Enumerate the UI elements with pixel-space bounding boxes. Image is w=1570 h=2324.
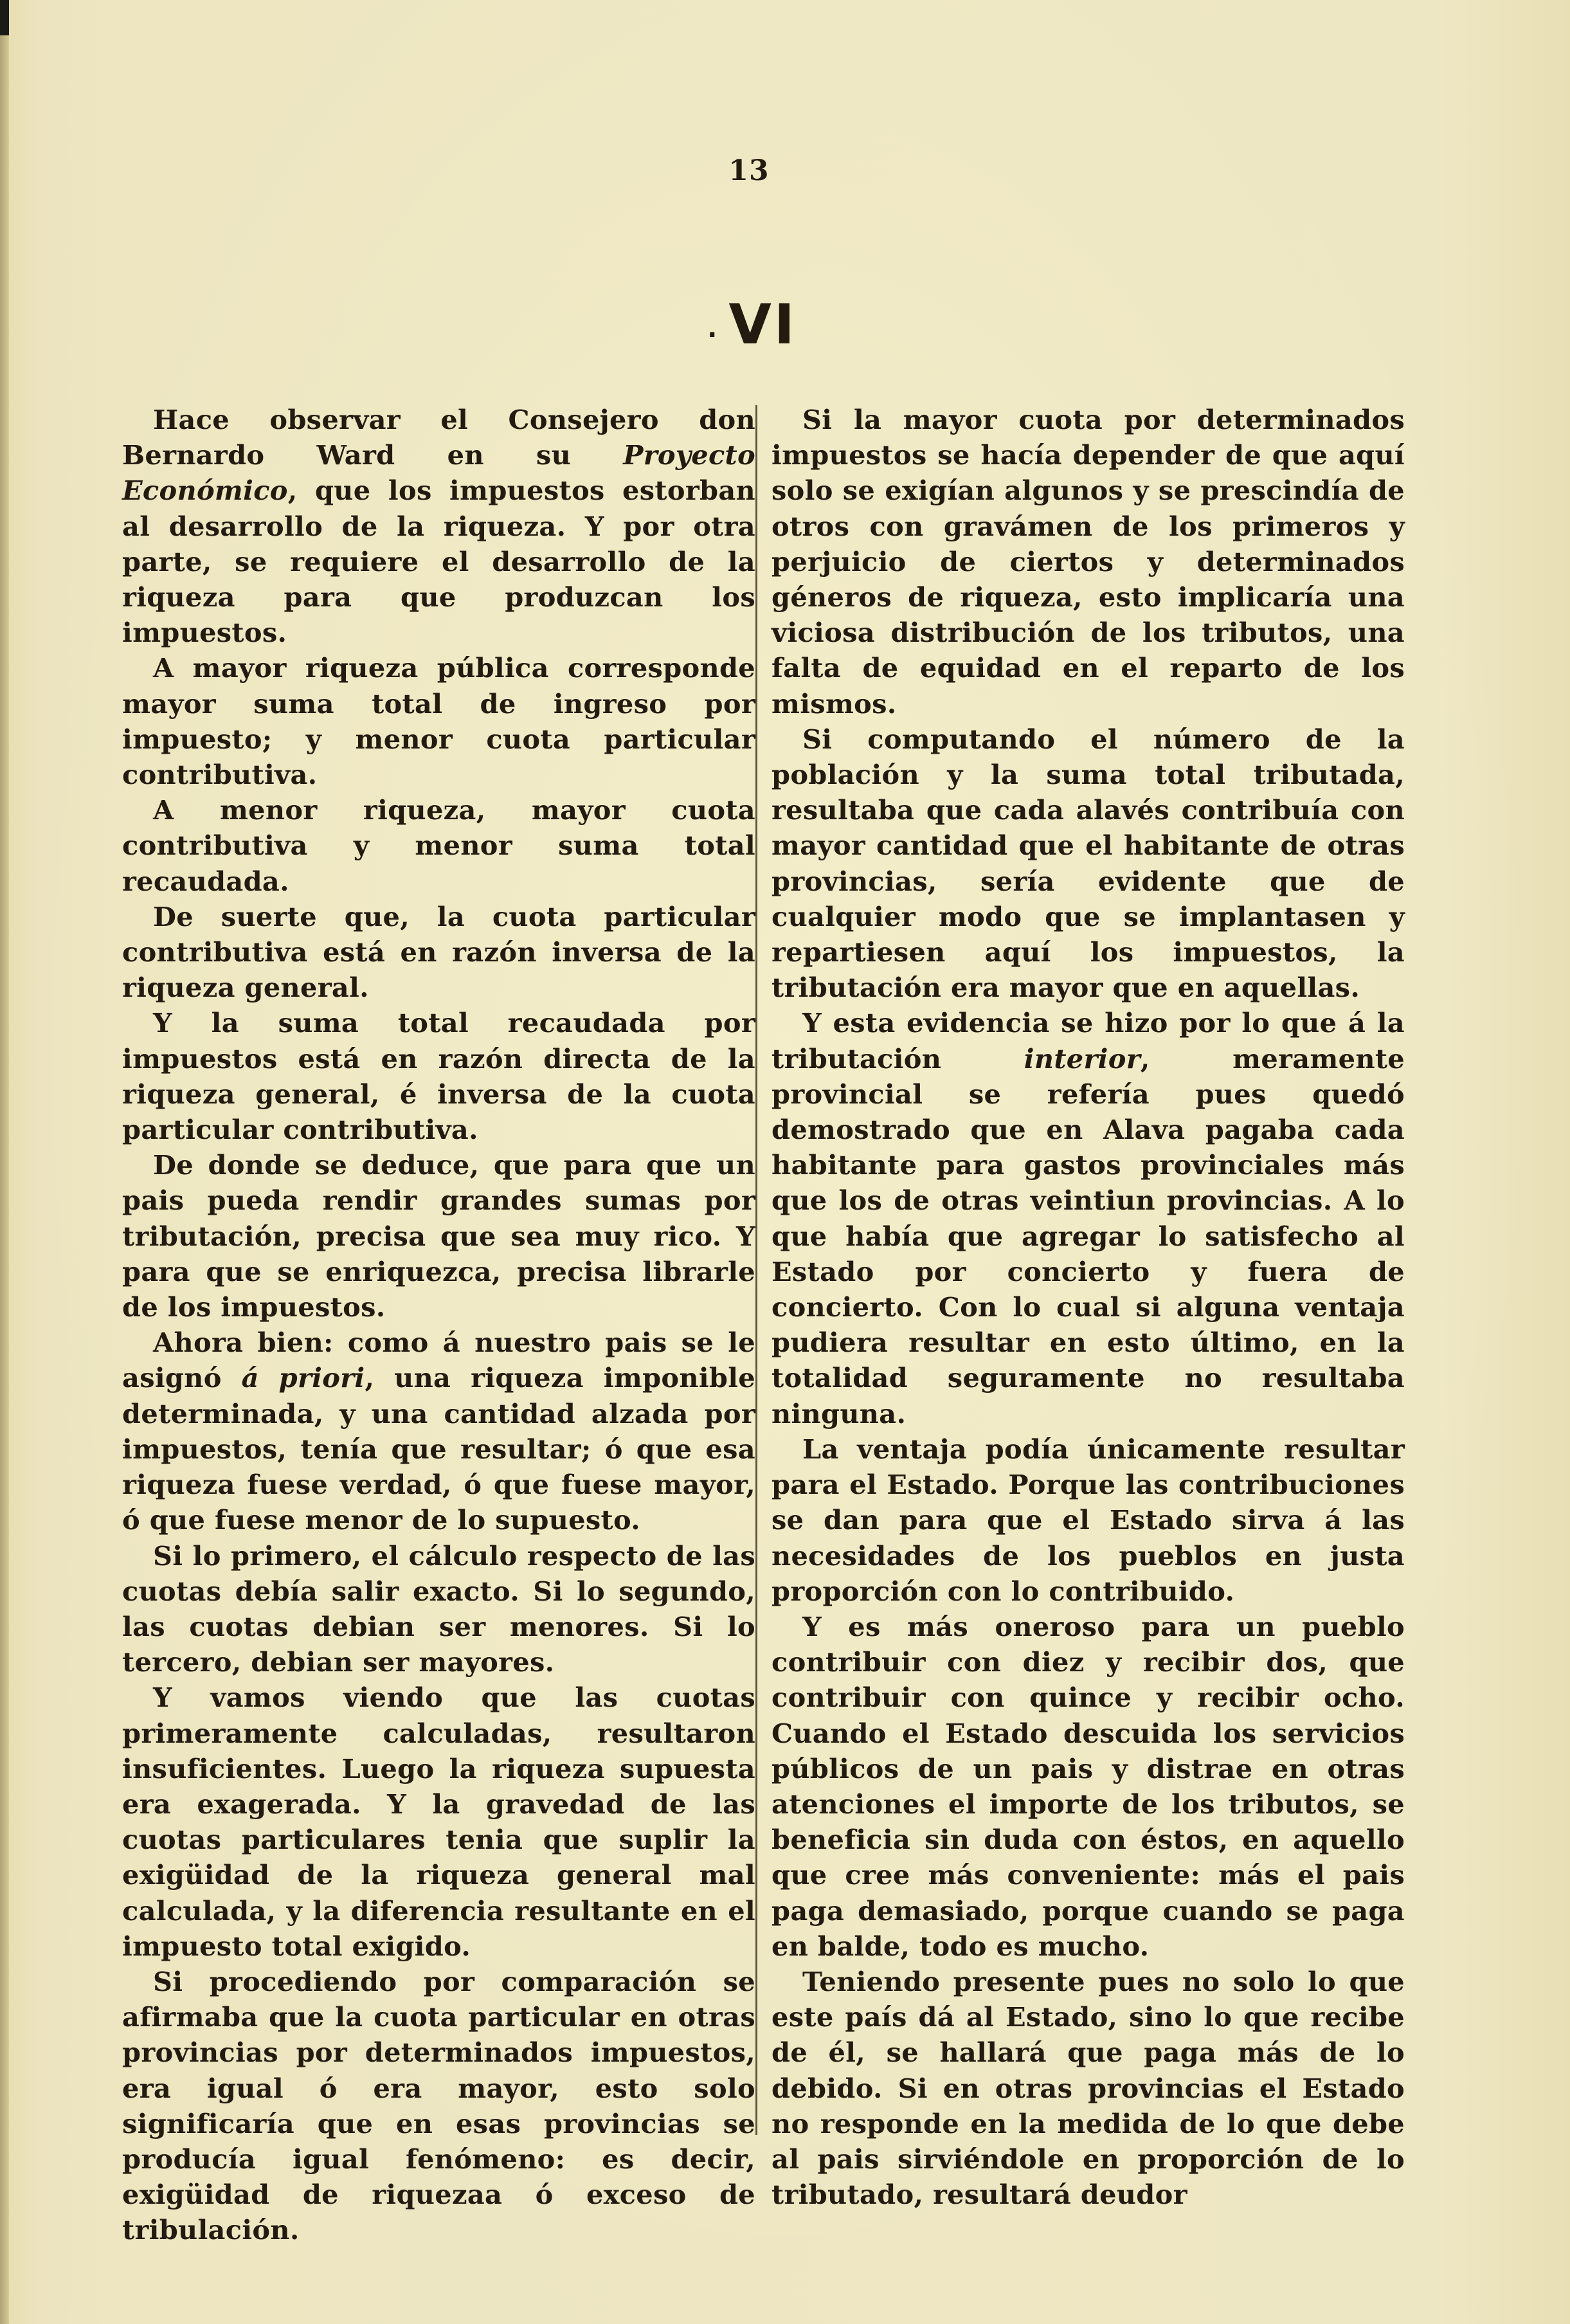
left-column bbox=[122, 402, 755, 2248]
column-divider bbox=[755, 405, 757, 2135]
paragraph-text: De suerte que, la cuota particular contributiva está en razón inversa de la riqueza general. bbox=[122, 900, 755, 1004]
paragraph-text: Y la suma total recaudada por impuestos está en razón directa de la riqueza general, é inversa de la cuota particular contributiva. bbox=[122, 1007, 755, 1146]
paragraph bbox=[122, 402, 755, 650]
page-number: 13 bbox=[728, 154, 770, 187]
paragraph bbox=[771, 1005, 1405, 1431]
paragraph-text: , una riqueza imponible determinada, y una cantidad alzada por impuestos, tenía que resultar; ó que esa riqueza fuese verdad, ó que fuese mayor, ó que fuese menor de lo supuesto. bbox=[122, 1362, 756, 1536]
right-column bbox=[771, 402, 1405, 2212]
paragraph-text: Si procediendo por comparación se afirmaba que la cuota particular en otras provincias por determinados impuestos, era igual ó era mayor, esto solo significaría que en esas provincias se producía igual fenómeno: es decir, exigüidad de riquezaa ó exceso de tribulación. bbox=[122, 1965, 755, 2246]
paragraph-text: , meramente provincial se refería pues quedó demostrado que en Alava pagaba cada habitante para gastos provinciales más que los de otras veintiun provincias. A lo que había que agregar lo satisfecho al Estado por concierto y fuera de concierto. Con lo cual si alguna ventaja pudiera resultar en esto último, en la totalidad seguramente no resultaba ninguna. bbox=[771, 1042, 1405, 1430]
page-edge-shadow bbox=[0, 0, 9, 2324]
paragraph-text: A mayor riqueza pública corresponde mayor suma total de ingreso por impuesto; y menor cuota particular contributiva. bbox=[122, 652, 755, 791]
italic-word: interior bbox=[1024, 1042, 1141, 1075]
paragraph-text: , que los impuestos estorban al desarrollo de la riqueza. Y por otra parte, se requiere el desarrollo de la riqueza para que produzcan los impuestos. bbox=[122, 475, 755, 649]
paragraph-text: Y es más oneroso para un pueblo contribuir con diez y recibir dos, que contribuir con quince y recibir ocho. Cuando el Estado descuida los servicios públicos de un pais y distrae en otras atenciones el importe de los tributos, se beneficia sin duda con éstos, en aquello que cree más conveniente: más el pais paga demasiado, porque cuando se paga en balde, todo es mucho. bbox=[771, 1610, 1405, 1962]
paragraph-text: Si computando el número de la población y la suma total tributada, resultaba que cada alavés contribuía con mayor cantidad que el habitante de otras provincias, sería evidente que de cualquier modo que se implantasen y repartiesen aquí los impuestos, la tributación era mayor que en aquellas. bbox=[771, 723, 1405, 1004]
paragraph-text: De donde se deduce, que para que un pais pueda rendir grandes sumas por tributación, precisa que sea muy rico. Y para que se enriquezca, precisa librarle de los impuestos. bbox=[122, 1149, 755, 1323]
paragraph bbox=[122, 1005, 755, 1147]
paragraph-text: Ahora bien: como á nuestro pais se le asignó bbox=[122, 1327, 755, 1394]
paragraph bbox=[771, 1609, 1405, 1964]
paragraph bbox=[122, 1680, 755, 1964]
paragraph bbox=[771, 1964, 1405, 2212]
paragraph bbox=[122, 792, 755, 899]
paragraph bbox=[122, 899, 755, 1006]
chapter-heading bbox=[656, 293, 849, 357]
paragraph bbox=[122, 1147, 755, 1325]
corner-mark bbox=[0, 0, 9, 35]
paragraph-text: Y esta evidencia se hizo por lo que á la tributación bbox=[771, 1007, 1405, 1075]
paragraph-text: Y vamos viendo que las cuotas primeramente calculadas, resultaron insuficientes. Luego la riqueza supuesta era exagerada. Y la gravedad de las cuotas particulares tenia que suplir la exigüidad de la riqueza general mal calculada, y la diferencia resultante en el impuesto total exigido. bbox=[122, 1682, 755, 1962]
paragraph bbox=[122, 1538, 755, 1680]
paragraph bbox=[771, 722, 1405, 1006]
italic-title: Proyecto Económico bbox=[122, 439, 755, 507]
paragraph-text: Teniendo presente pues no solo lo que este país dá al Estado, sino lo que recibe de él, se hallará que paga más de lo debido. Si en otras provincias el Estado no responde en la medida de lo que debe al pais sirviéndole en proporción de lo tributado, resultará deudor bbox=[771, 1965, 1405, 2211]
paragraph bbox=[122, 650, 755, 792]
italic-phrase: á priori bbox=[241, 1362, 365, 1394]
paragraph bbox=[122, 1325, 755, 1538]
chapter-dot: . bbox=[707, 313, 720, 343]
paragraph-text: A menor riqueza, mayor cuota contributiva y menor suma total recaudada. bbox=[122, 794, 755, 897]
paragraph bbox=[122, 1964, 755, 2248]
paragraph-text: Si lo primero, el cálculo respecto de las cuotas debía salir exacto. Si lo segundo, las cuotas debian ser menores. Si lo tercero, debian ser mayores. bbox=[122, 1539, 755, 1678]
paragraph-text: Si la mayor cuota por determinados impuestos se hacía depender de que aquí solo se exigían algunos y se prescindía de otros con gravámen de los primeros y perjuicio de ciertos y determinados géneros de riqueza, esto implicaría una viciosa distribución de los tributos, una falta de equidad en el reparto de los mismos. bbox=[771, 404, 1405, 720]
chapter-number: VI bbox=[728, 293, 797, 357]
paragraph bbox=[771, 402, 1405, 722]
paragraph-text: Hace observar el Consejero don Bernardo Ward en su bbox=[122, 404, 755, 471]
paragraph bbox=[771, 1431, 1405, 1609]
paragraph-text: La ventaja podía únicamente resultar para el Estado. Porque las contribuciones se dan para que el Estado sirva á las necesidades de los pueblos en justa proporción con lo contribuido. bbox=[771, 1433, 1405, 1607]
